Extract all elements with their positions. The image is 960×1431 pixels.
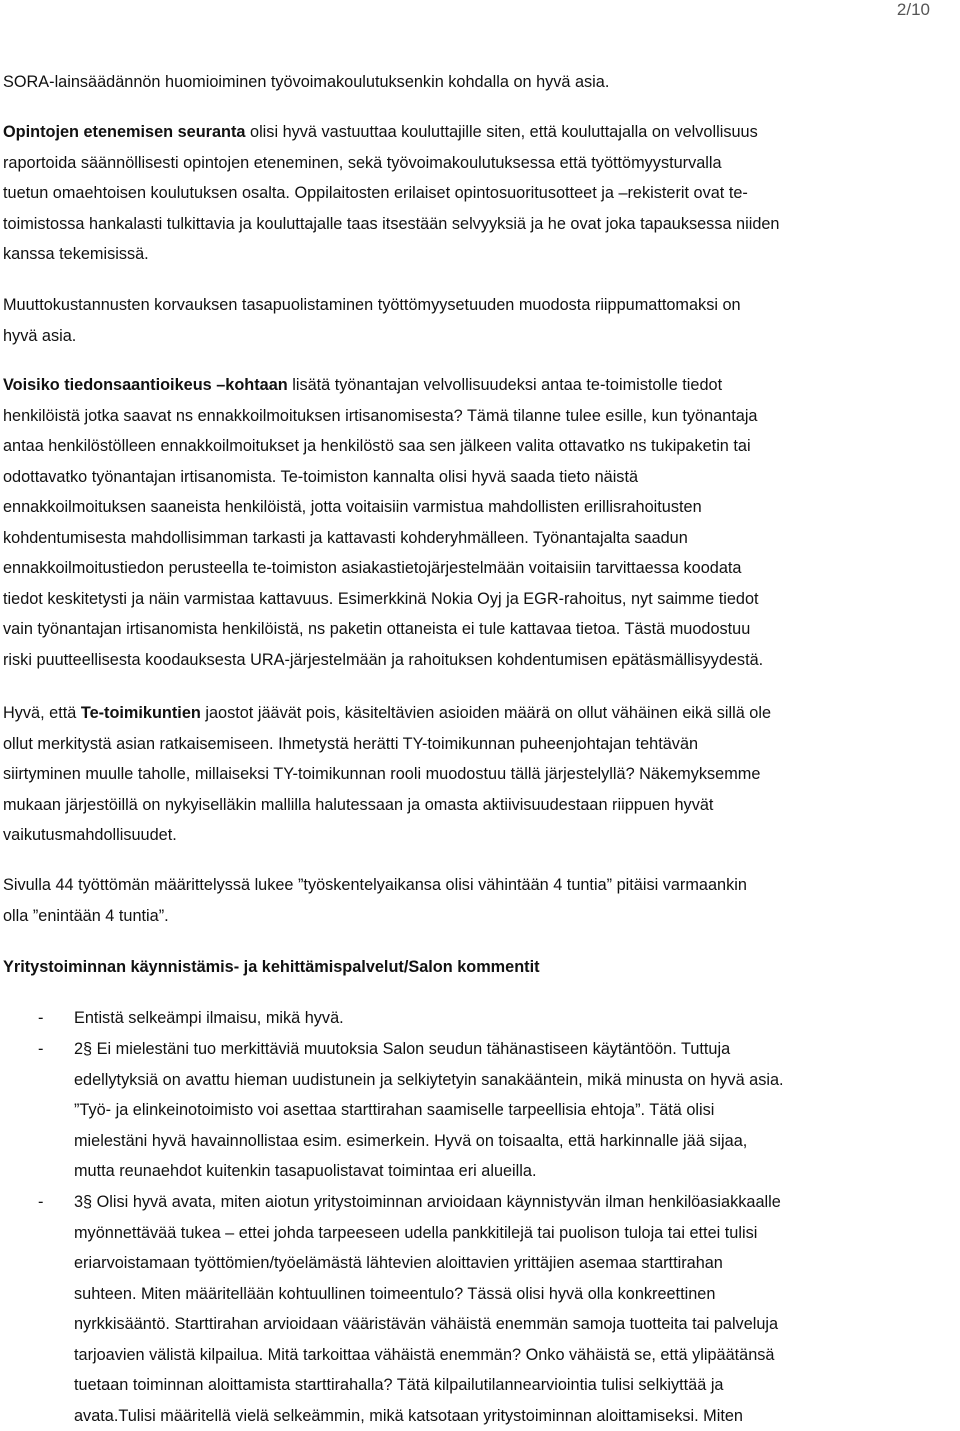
- paragraph-muuttokustannukset: Muuttokustannusten korvauksen tasapuolistaminen työttömyysetuuden muodosta riippumattomaksi on hyvä asia.: [3, 296, 741, 345]
- paragraph-sora: SORA-lainsäädännön huomioiminen työvoimakoulutuksenkin kohdalla on hyvä asia.: [3, 73, 610, 91]
- bullet-marker: -: [38, 1009, 44, 1027]
- paragraph-tyottoman-maarittely: Sivulla 44 työttömän määrittelyssä lukee ”työskentelyaikansa olisi vähintään 4 tuntia” pitäisi varmaankin olla ”enintään 4 tuntia”.: [3, 876, 747, 925]
- bullet-marker: -: [38, 1040, 44, 1058]
- page-number: 2/10: [896, 0, 930, 19]
- bold-term-tiedonsaanti: Voisiko tiedonsaantioikeus –kohtaan: [3, 376, 288, 394]
- list-item: 2§ Ei mielestäni tuo merkittäviä muutoksia Salon seudun tähänastiseen käytäntöön. Tuttuja edellytyksiä on avattu hieman uudistunein ja selkiytetyin sanakääntein, mikä minusta on hyvä asia. ”Työ- ja elinkeinotoimisto voi asettaa starttirahan saamiselle tarpeellisia ehtoja”. Tätä olisi mielestäni hyvä havainnollistaa esim. esimerkein. Hyvä on toisaalta, että harkinnalle jää sijaa, mutta reunaehdot kuitenkin tasapuolistavat toimintaa eri alueilla.: [74, 1040, 784, 1180]
- paragraph-tiedonsaantioikeus: Voisiko tiedonsaantioikeus –kohtaan lisätä työnantajan velvollisuudeksi antaa te-toimistolle tiedot henkilöistä jotka saavat ns ennakkoilmoituksen irtisanomisesta? Tämä tilanne tulee esille, kun työnantaja antaa henkilöstölleen ennakkoilmoitukset ja henkilöstö saa sen jälkeen valita ottavatko ns tukipaketin tai odottavatko työnantajan irtisanomista. Te-toimiston kannalta olisi hyvä saada tieto näistä ennakkoilmoituksen saaneista henkilöistä, jotta voitaisiin varmistua mahdollisten erillisrahoitusten kohdentumisesta mahdollisimman tarkasti ja kattavasti kohderyhmälleen. Työnantajalta saadun ennakkoilmoitustiedon perusteella te-toimiston asiakastietojärjestelmään voitaisiin tarvittaessa koodata tiedot keskitetysti ja näin varmistaa kattavuus. Esimerkkinä Nokia Oyj ja EGR-rahoitus, nyt saimme tiedot vain työnantajan irtisanomista henkilöistä, ns paketin ottaneista ei tule kattavaa tietoa. Tästä muodostuu riski puutteellisesta koodauksesta URA-järjestelmään ja rahoituksen kohdentumisen epätäsmällisyydestä.: [3, 376, 764, 669]
- bold-term-opintojen: Opintojen etenemisen seuranta: [3, 123, 246, 141]
- bullet-marker: -: [38, 1193, 44, 1211]
- list-item: 3§ Olisi hyvä avata, miten aiotun yritystoiminnan arvioidaan käynnistyvän ilman henkilöasiakkaalle myönnettävää tukea – ettei johda tarpeeseen udella pankkitilejä tai puolison tuloja tai ettei tulisi eriarvoistamaan työttömien/työelämästä lähtevien aloittavien yrittäjien asemaa starttirahan suhteen. Miten määritellään kohtuullinen toimeentulo? Tässä olisi hyvä olla konkreettinen nyrkkisääntö. Starttirahan arvioidaan vääristävän vähäistä enemmän samoja tuotteita tai palveluja tarjoavien välistä kilpailua. Mitä tarkoittaa vähäistä enemmän? Onko vähäistä se, että ylipäätänsä tuetaan toiminnan aloittamista starttirahalla? Tätä kilpailutilannearviointia tulisi selkiyttää ja avata.Tulisi määritellä vielä selkeämmin, mikä katsotaan yritystoiminnan aloittamiseksi. Miten: [74, 1193, 781, 1425]
- section-heading: Yritystoiminnan käynnistämis- ja kehittämispalvelut/Salon kommentit: [3, 958, 540, 976]
- bold-term-te-toimikuntien: Te-toimikuntien: [80, 704, 201, 722]
- list-item: Entistä selkeämpi ilmaisu, mikä hyvä.: [74, 1009, 344, 1027]
- paragraph-opintojen-seuranta: Opintojen etenemisen seuranta olisi hyvä vastuuttaa kouluttajille siten, että kouluttajalla on velvollisuus raportoida säännöllisesti opintojen eteneminen, sekä työvoimakoulutuksessa että työttömyysturvalla tuetun omaehtoisen koulutuksen osalta. Oppilaitosten erilaiset opintosuoritusotteet ja –rekisterit ovat te- toimistossa hankalasti tulkittavia ja kouluttajalle taas itsestään selvyyksiä ja he ovat joka tapauksessa niiden kanssa tekemisissä.: [3, 123, 780, 263]
- paragraph-te-toimikunnat: Hyvä, että Te-toimikuntien jaostot jäävät pois, käsiteltävien asioiden määrä on ollut vähäinen eikä sillä ole ollut merkitystä asian ratkaisemiseen. Ihmetystä herätti TY-toimikunnan puheenjohtajan tehtävän siirtyminen muulle taholle, millaiseksi TY-toimikunnan rooli muodostuu tällä järjestelyllä? Näkemyksemme mukaan järjestöillä on nykyiselläkin mallilla halutessaan ja omasta aktiivisuudestaan riippuen hyvät vaikutusmahdollisuudet.: [3, 704, 772, 844]
